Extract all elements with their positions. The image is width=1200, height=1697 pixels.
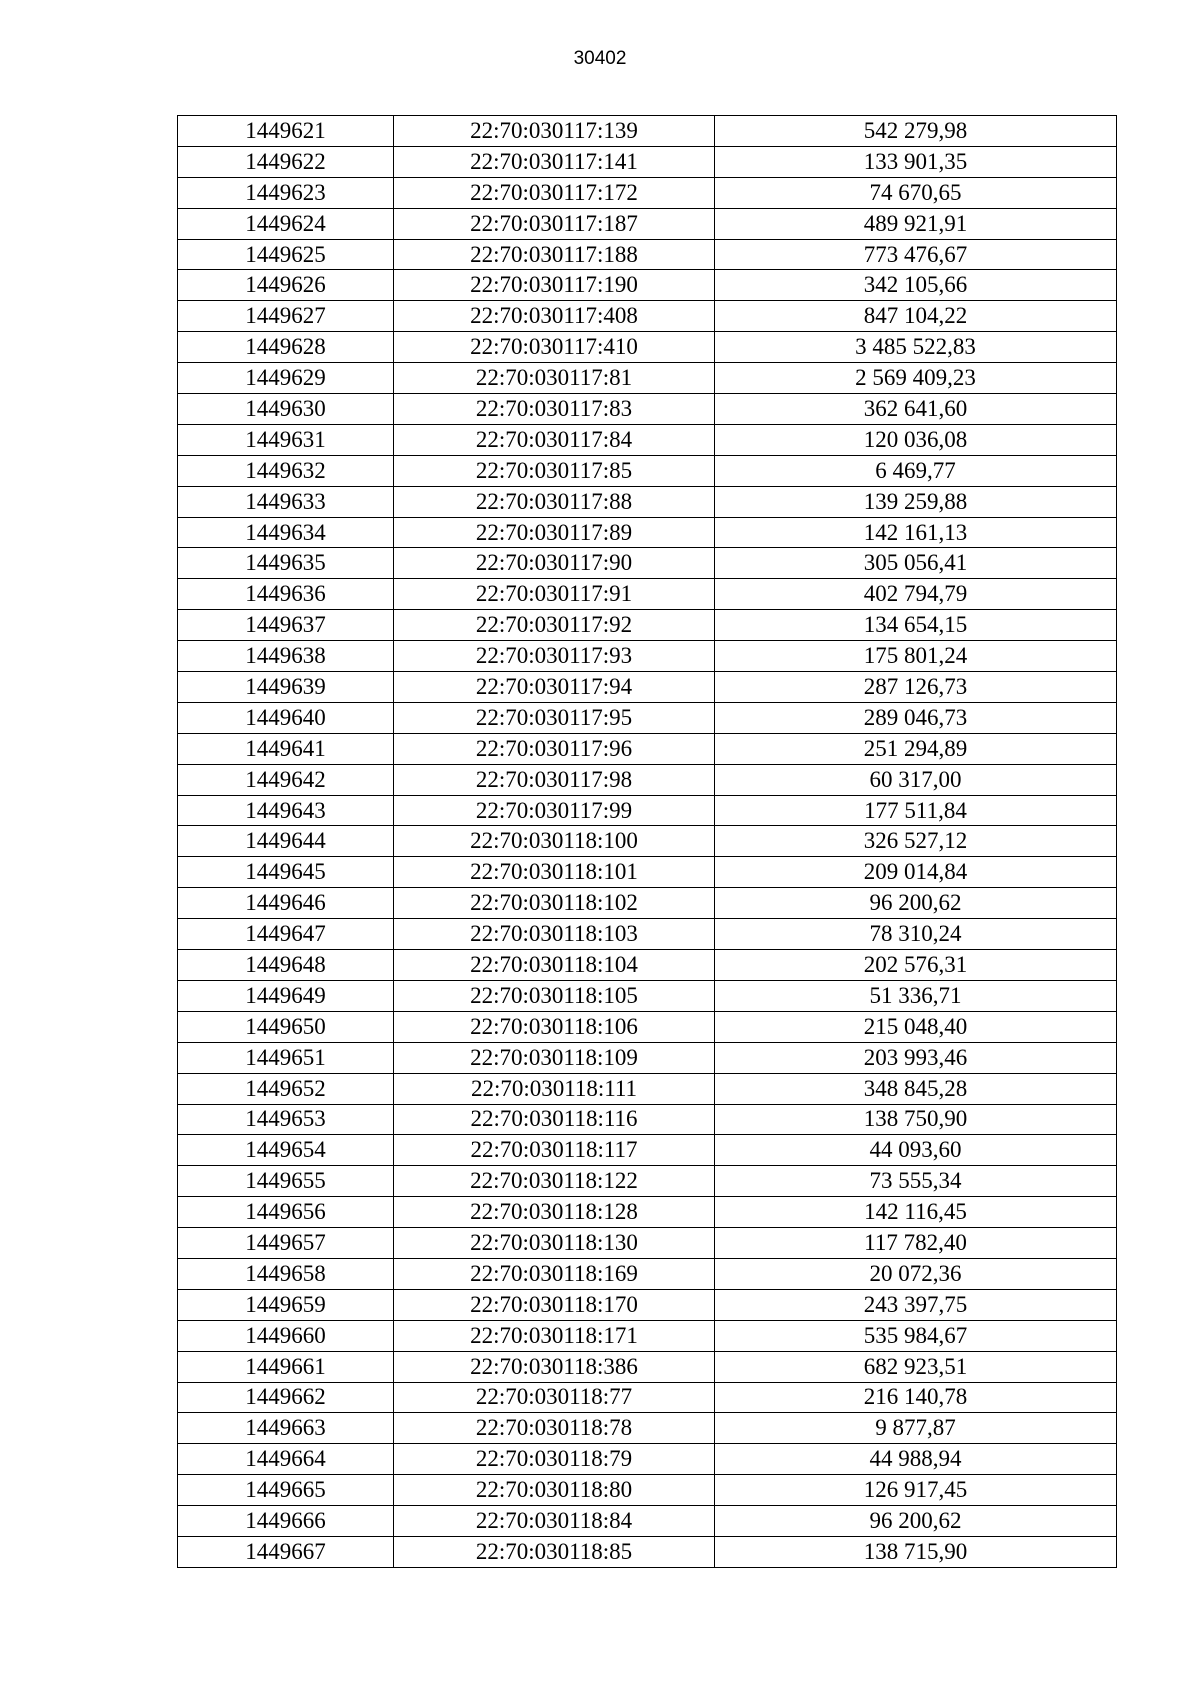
cadastral-number-cell: 22:70:030117:141 (394, 146, 715, 177)
table-row (178, 1011, 1117, 1042)
value-cell: 138 715,90 (715, 1536, 1117, 1567)
row-number-cell: 1449627 (178, 301, 394, 332)
cadastral-number-cell: 22:70:030118:102 (394, 888, 715, 919)
row-number-cell: 1449654 (178, 1135, 394, 1166)
row-number-cell: 1449663 (178, 1413, 394, 1444)
table-row (178, 1382, 1117, 1413)
table-row (178, 1506, 1117, 1537)
table-row (178, 795, 1117, 826)
table-row (178, 764, 1117, 795)
value-cell: 209 014,84 (715, 857, 1117, 888)
table-row (178, 1166, 1117, 1197)
cadastral-number-cell: 22:70:030117:83 (394, 394, 715, 425)
table-row (178, 394, 1117, 425)
value-cell: 6 469,77 (715, 455, 1117, 486)
row-number-cell: 1449631 (178, 424, 394, 455)
value-cell: 402 794,79 (715, 579, 1117, 610)
value-cell: 203 993,46 (715, 1042, 1117, 1073)
table-row (178, 980, 1117, 1011)
row-number-cell: 1449647 (178, 919, 394, 950)
row-number-cell: 1449664 (178, 1444, 394, 1475)
value-cell: 773 476,67 (715, 239, 1117, 270)
row-number-cell: 1449635 (178, 548, 394, 579)
table-row (178, 733, 1117, 764)
row-number-cell: 1449655 (178, 1166, 394, 1197)
cadastral-number-cell: 22:70:030118:85 (394, 1536, 715, 1567)
row-number-cell: 1449651 (178, 1042, 394, 1073)
value-cell: 202 576,31 (715, 950, 1117, 981)
value-cell: 542 279,98 (715, 116, 1117, 147)
value-cell: 3 485 522,83 (715, 332, 1117, 363)
value-cell: 139 259,88 (715, 486, 1117, 517)
table-row (178, 1475, 1117, 1506)
value-cell: 44 093,60 (715, 1135, 1117, 1166)
cadastral-number-cell: 22:70:030118:122 (394, 1166, 715, 1197)
value-cell: 847 104,22 (715, 301, 1117, 332)
table-row (178, 1351, 1117, 1382)
row-number-cell: 1449652 (178, 1073, 394, 1104)
table-row (178, 1444, 1117, 1475)
cadastral-number-cell: 22:70:030118:103 (394, 919, 715, 950)
row-number-cell: 1449649 (178, 980, 394, 1011)
value-cell: 535 984,67 (715, 1320, 1117, 1351)
row-number-cell: 1449645 (178, 857, 394, 888)
value-cell: 142 116,45 (715, 1197, 1117, 1228)
table-row (178, 1289, 1117, 1320)
value-cell: 96 200,62 (715, 1506, 1117, 1537)
value-cell: 51 336,71 (715, 980, 1117, 1011)
table-row (178, 270, 1117, 301)
value-cell: 96 200,62 (715, 888, 1117, 919)
page-number: 30402 (573, 48, 627, 69)
row-number-cell: 1449628 (178, 332, 394, 363)
cadastral-number-cell: 22:70:030117:94 (394, 672, 715, 703)
value-cell: 287 126,73 (715, 672, 1117, 703)
value-cell: 289 046,73 (715, 702, 1117, 733)
value-cell: 78 310,24 (715, 919, 1117, 950)
cadastral-number-cell: 22:70:030118:117 (394, 1135, 715, 1166)
table-row (178, 1042, 1117, 1073)
cadastral-number-cell: 22:70:030117:92 (394, 610, 715, 641)
cadastral-number-cell: 22:70:030117:188 (394, 239, 715, 270)
row-number-cell: 1449644 (178, 826, 394, 857)
row-number-cell: 1449662 (178, 1382, 394, 1413)
cadastral-number-cell: 22:70:030117:96 (394, 733, 715, 764)
cadastral-number-cell: 22:70:030117:90 (394, 548, 715, 579)
cadastral-number-cell: 22:70:030117:93 (394, 641, 715, 672)
cadastral-number-cell: 22:70:030118:171 (394, 1320, 715, 1351)
table-row (178, 1073, 1117, 1104)
cadastral-number-cell: 22:70:030117:88 (394, 486, 715, 517)
value-cell: 133 901,35 (715, 146, 1117, 177)
cadastral-number-cell: 22:70:030118:105 (394, 980, 715, 1011)
row-number-cell: 1449623 (178, 177, 394, 208)
table-row (178, 455, 1117, 486)
row-number-cell: 1449642 (178, 764, 394, 795)
cadastral-number-cell: 22:70:030117:89 (394, 517, 715, 548)
cadastral-number-cell: 22:70:030118:170 (394, 1289, 715, 1320)
cadastral-number-cell: 22:70:030118:109 (394, 1042, 715, 1073)
table-row (178, 579, 1117, 610)
cadastral-number-cell: 22:70:030118:100 (394, 826, 715, 857)
cadastral-number-cell: 22:70:030117:410 (394, 332, 715, 363)
value-cell: 682 923,51 (715, 1351, 1117, 1382)
value-cell: 142 161,13 (715, 517, 1117, 548)
table-row (178, 857, 1117, 888)
value-cell: 138 750,90 (715, 1104, 1117, 1135)
table-row (178, 363, 1117, 394)
cadastral-number-cell: 22:70:030118:111 (394, 1073, 715, 1104)
row-number-cell: 1449658 (178, 1258, 394, 1289)
table-row (178, 177, 1117, 208)
cadastral-number-cell: 22:70:030117:81 (394, 363, 715, 394)
cadastral-number-cell: 22:70:030118:169 (394, 1258, 715, 1289)
row-number-cell: 1449632 (178, 455, 394, 486)
row-number-cell: 1449667 (178, 1536, 394, 1567)
row-number-cell: 1449634 (178, 517, 394, 548)
row-number-cell: 1449630 (178, 394, 394, 425)
cadastral-number-cell: 22:70:030117:187 (394, 208, 715, 239)
value-cell: 342 105,66 (715, 270, 1117, 301)
table-row (178, 888, 1117, 919)
cadastral-number-cell: 22:70:030117:84 (394, 424, 715, 455)
value-cell: 20 072,36 (715, 1258, 1117, 1289)
table-row (178, 950, 1117, 981)
value-cell: 348 845,28 (715, 1073, 1117, 1104)
cadastral-number-cell: 22:70:030118:78 (394, 1413, 715, 1444)
value-cell: 9 877,87 (715, 1413, 1117, 1444)
cadastral-number-cell: 22:70:030117:139 (394, 116, 715, 147)
cadastral-number-cell: 22:70:030117:99 (394, 795, 715, 826)
value-cell: 243 397,75 (715, 1289, 1117, 1320)
row-number-cell: 1449641 (178, 733, 394, 764)
row-number-cell: 1449648 (178, 950, 394, 981)
value-cell: 120 036,08 (715, 424, 1117, 455)
value-cell: 326 527,12 (715, 826, 1117, 857)
row-number-cell: 1449659 (178, 1289, 394, 1320)
value-cell: 44 988,94 (715, 1444, 1117, 1475)
value-cell: 215 048,40 (715, 1011, 1117, 1042)
table-row (178, 672, 1117, 703)
cadastral-number-cell: 22:70:030118:79 (394, 1444, 715, 1475)
row-number-cell: 1449643 (178, 795, 394, 826)
row-number-cell: 1449629 (178, 363, 394, 394)
table-row (178, 826, 1117, 857)
table-row (178, 1228, 1117, 1259)
row-number-cell: 1449636 (178, 579, 394, 610)
value-cell: 175 801,24 (715, 641, 1117, 672)
value-cell: 73 555,34 (715, 1166, 1117, 1197)
cadastral-number-cell: 22:70:030118:101 (394, 857, 715, 888)
value-cell: 2 569 409,23 (715, 363, 1117, 394)
value-cell: 251 294,89 (715, 733, 1117, 764)
value-cell: 177 511,84 (715, 795, 1117, 826)
table-row (178, 146, 1117, 177)
cadastral-number-cell: 22:70:030117:95 (394, 702, 715, 733)
row-number-cell: 1449626 (178, 270, 394, 301)
table-row (178, 919, 1117, 950)
table-row (178, 332, 1117, 363)
value-cell: 117 782,40 (715, 1228, 1117, 1259)
value-cell: 126 917,45 (715, 1475, 1117, 1506)
table-row (178, 1536, 1117, 1567)
registry-table (177, 115, 1117, 1568)
cadastral-number-cell: 22:70:030117:190 (394, 270, 715, 301)
table-row (178, 208, 1117, 239)
registry-table-body (178, 116, 1117, 1568)
value-cell: 305 056,41 (715, 548, 1117, 579)
cadastral-number-cell: 22:70:030118:106 (394, 1011, 715, 1042)
cadastral-number-cell: 22:70:030117:91 (394, 579, 715, 610)
cadastral-number-cell: 22:70:030118:128 (394, 1197, 715, 1228)
row-number-cell: 1449666 (178, 1506, 394, 1537)
row-number-cell: 1449639 (178, 672, 394, 703)
cadastral-number-cell: 22:70:030118:104 (394, 950, 715, 981)
row-number-cell: 1449657 (178, 1228, 394, 1259)
row-number-cell: 1449638 (178, 641, 394, 672)
row-number-cell: 1449625 (178, 239, 394, 270)
row-number-cell: 1449646 (178, 888, 394, 919)
row-number-cell: 1449650 (178, 1011, 394, 1042)
cadastral-number-cell: 22:70:030118:130 (394, 1228, 715, 1259)
cadastral-number-cell: 22:70:030118:80 (394, 1475, 715, 1506)
table-row (178, 610, 1117, 641)
table-row (178, 1258, 1117, 1289)
value-cell: 489 921,91 (715, 208, 1117, 239)
row-number-cell: 1449622 (178, 146, 394, 177)
cadastral-number-cell: 22:70:030118:77 (394, 1382, 715, 1413)
table-row (178, 702, 1117, 733)
table-row (178, 424, 1117, 455)
value-cell: 134 654,15 (715, 610, 1117, 641)
table-row (178, 1320, 1117, 1351)
row-number-cell: 1449656 (178, 1197, 394, 1228)
value-cell: 216 140,78 (715, 1382, 1117, 1413)
table-row (178, 1413, 1117, 1444)
row-number-cell: 1449624 (178, 208, 394, 239)
row-number-cell: 1449653 (178, 1104, 394, 1135)
value-cell: 60 317,00 (715, 764, 1117, 795)
table-row (178, 517, 1117, 548)
cadastral-number-cell: 22:70:030117:85 (394, 455, 715, 486)
table-row (178, 486, 1117, 517)
row-number-cell: 1449633 (178, 486, 394, 517)
table-row (178, 641, 1117, 672)
row-number-cell: 1449665 (178, 1475, 394, 1506)
row-number-cell: 1449621 (178, 116, 394, 147)
cadastral-number-cell: 22:70:030118:116 (394, 1104, 715, 1135)
row-number-cell: 1449640 (178, 702, 394, 733)
cadastral-number-cell: 22:70:030117:98 (394, 764, 715, 795)
table-row (178, 1197, 1117, 1228)
row-number-cell: 1449661 (178, 1351, 394, 1382)
table-row (178, 239, 1117, 270)
cadastral-number-cell: 22:70:030118:386 (394, 1351, 715, 1382)
table-row (178, 1104, 1117, 1135)
value-cell: 74 670,65 (715, 177, 1117, 208)
table-row (178, 301, 1117, 332)
cadastral-number-cell: 22:70:030117:408 (394, 301, 715, 332)
value-cell: 362 641,60 (715, 394, 1117, 425)
row-number-cell: 1449660 (178, 1320, 394, 1351)
cadastral-number-cell: 22:70:030118:84 (394, 1506, 715, 1537)
table-row (178, 548, 1117, 579)
row-number-cell: 1449637 (178, 610, 394, 641)
cadastral-number-cell: 22:70:030117:172 (394, 177, 715, 208)
table-row (178, 1135, 1117, 1166)
table-row (178, 116, 1117, 147)
